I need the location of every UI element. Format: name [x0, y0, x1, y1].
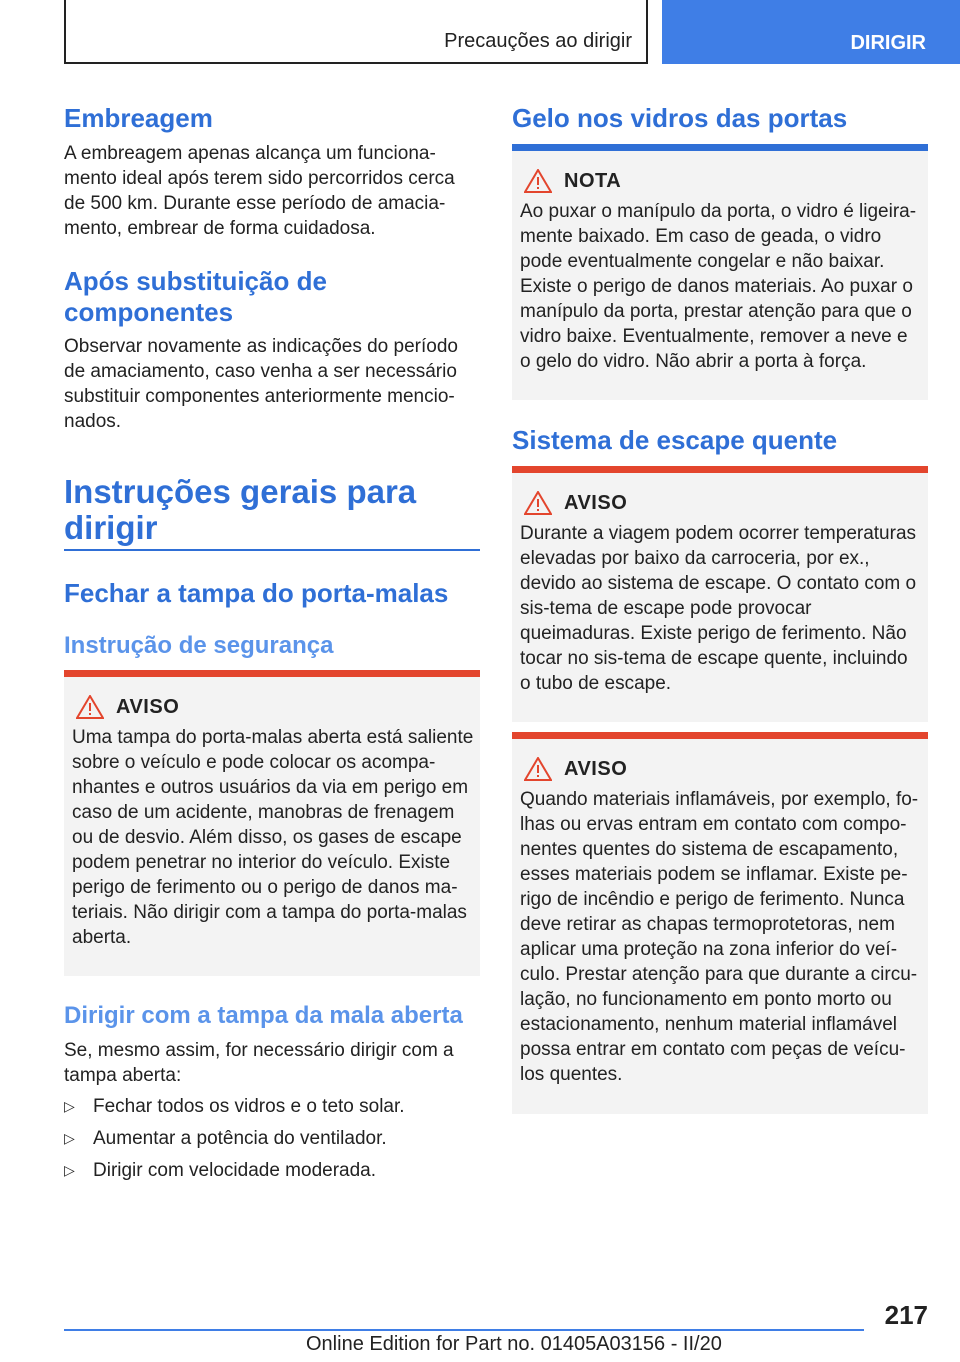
warning-box-header [72, 693, 472, 721]
warning-label: AVISO [564, 491, 628, 514]
heading-instrucao-seguranca: Instrução de segurança [64, 632, 334, 659]
triangle-bullet-icon: ▷ [64, 1130, 75, 1146]
warning-box-header [520, 755, 920, 783]
note-text: Ao puxar o manípulo da porta, o vidro é ligeira-mente baixado. Em caso de geada, o vidro pode eventualmente congelar e não baixar. Existe o perigo de danos materiais. Ao puxar o manípulo da porta, prestar atenção para que o vidro baixe. Eventualmente, remover a neve e o gelo do vidro. Não abrir a porta à força. [520, 201, 917, 372]
header-chapter-tab[interactable]: DIRIGIR [662, 0, 960, 64]
heading-dirigir-mala-aberta: Dirigir com a tampa da mala aberta [64, 1002, 463, 1029]
triangle-bullet-icon: ▷ [64, 1162, 75, 1178]
warning-triangle-icon [524, 757, 552, 781]
note-box-header [520, 167, 920, 195]
paragraph-embreagem: A embreagem apenas alcança um funciona-mento ideal após terem sido percorridos cerca de 500 km. Durante esse período de amacia-mento, embrear de forma cuidadosa. [64, 143, 455, 239]
heading-embreagem: Embreagem [64, 103, 213, 133]
note-label: NOTA [564, 169, 622, 192]
list-item-text: Fechar todos os vidros e o teto solar. [93, 1096, 405, 1117]
warning-box-header [520, 489, 920, 517]
paragraph-apos-substituicao: Observar novamente as indicações do período de amaciamento, caso venha a ser necessário substituir componentes anteriormente mencio-nados. [64, 336, 458, 432]
page-number: 217 [884, 1300, 928, 1330]
warning-triangle-icon [524, 169, 552, 193]
list-item [64, 1126, 480, 1158]
warning-triangle-icon [524, 491, 552, 515]
list-item [64, 1094, 480, 1126]
paragraph-dirigir-mala-aberta: Se, mesmo assim, for necessário dirigir com a tampa aberta: [64, 1040, 454, 1086]
warning-text: Quando materiais inflamáveis, por exemplo, fo-lhas ou ervas entram em contato com compo-nentes quentes do sistema de escapamento, esses materiais podem se inflamar. Existe pe-rigo de incêndio e perigo de ferimento. Nunca deve retirar as chapas termoprotetoras, nem aplicar uma proteção na zona inferior do veí-culo. Prestar atenção para que durante a circu-lação, no funcionamento em ponto morto ou estacionamento, nenhum material inflamável possa entrar em contato com peças de veícu-los quentes. [520, 789, 919, 1085]
list-item-text: Dirigir com velocidade moderada. [93, 1160, 377, 1181]
heading-apos-substituicao: Após substituição de componentes [64, 266, 327, 327]
list-item [64, 1158, 480, 1190]
warning-label: AVISO [564, 757, 628, 780]
heading-sistema-escape: Sistema de escape quente [512, 425, 838, 455]
triangle-bullet-icon: ▷ [64, 1098, 75, 1114]
heading-fechar-tampa: Fechar a tampa do porta-malas [64, 578, 449, 608]
footer-edition-text: Online Edition for Part no. 01405A03156 - II/20 [306, 1333, 722, 1355]
warning-label: AVISO [116, 695, 180, 718]
warning-box-escape-2 [512, 732, 928, 1114]
instruction-list [64, 1094, 480, 1190]
footer-divider [64, 1329, 864, 1331]
warning-box-porta-malas [64, 670, 480, 976]
warning-text: Uma tampa do porta-malas aberta está saliente sobre o veículo e pode colocar os acompa-nhantes e outros usuários da via em perigo em caso de um acidente, manobras de frenagem ou de desvio. Além disso, os gases de escape podem penetrar no interior do veículo. Existe perigo de ferimento ou o perigo de danos ma-teriais. Não dirigir com a tampa do porta-malas aberta. [72, 727, 474, 948]
warning-triangle-icon [76, 695, 104, 719]
header-section-title: Precauções ao dirigir [444, 30, 632, 52]
header-section-box [64, 0, 648, 64]
warning-text: Durante a viagem podem ocorrer temperaturas elevadas por baixo da carroceria, por ex., devido ao sistema de escape. O contato com o sis-tema de escape pode provocar queimaduras. Existe perigo de ferimento. Não tocar no sis-tema de escape quente, incluindo o tubo de escape. [520, 523, 917, 694]
heading-gelo-vidros: Gelo nos vidros das portas [512, 103, 848, 133]
note-box-gelo [512, 144, 928, 400]
heading-instrucoes-gerais: Instruções gerais para dirigir [64, 473, 417, 546]
warning-box-escape-1 [512, 466, 928, 722]
list-item-text: Aumentar a potência do ventilador. [93, 1128, 387, 1149]
section-divider [64, 549, 480, 551]
